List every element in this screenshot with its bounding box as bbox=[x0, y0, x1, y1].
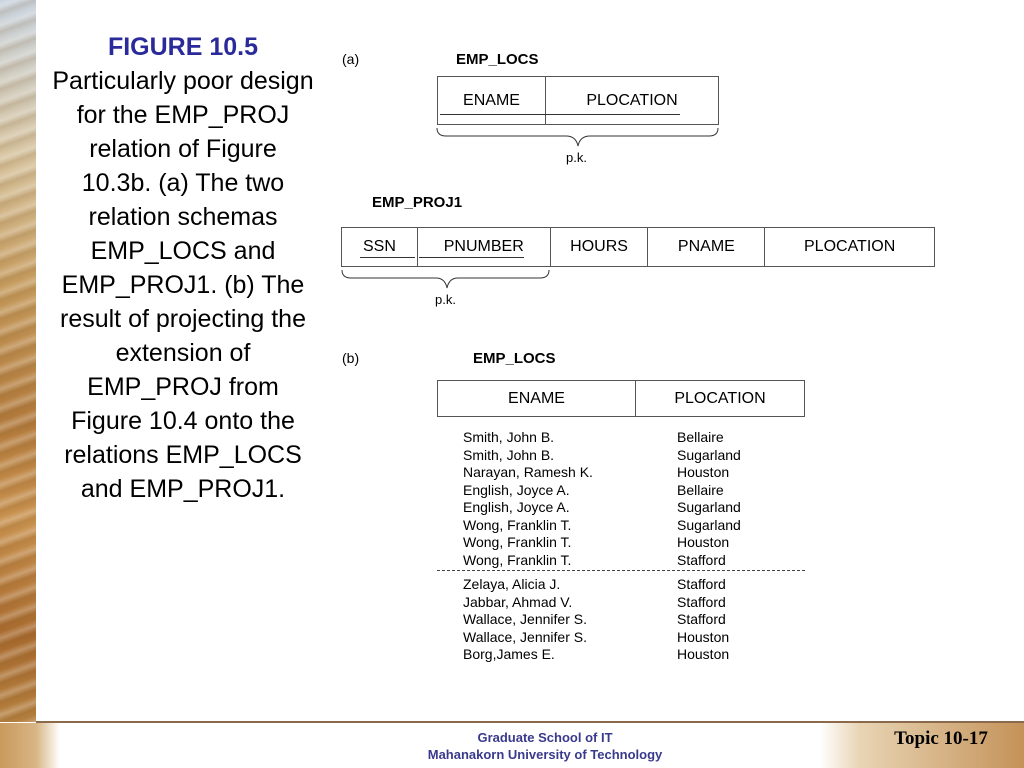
row-plocation: Stafford bbox=[677, 551, 726, 568]
footer-school: Graduate School of IT bbox=[477, 730, 613, 745]
table-row bbox=[463, 499, 803, 517]
row-plocation: Houston bbox=[677, 464, 730, 480]
table-row bbox=[463, 576, 803, 594]
footer-institution bbox=[330, 729, 760, 763]
attr-pname: PNAME bbox=[648, 228, 765, 266]
emp-locs-key-underline bbox=[440, 114, 680, 115]
row-plocation: Bellaire bbox=[677, 429, 724, 445]
attr-hours: HOURS bbox=[551, 228, 649, 266]
decorative-side-strip bbox=[0, 0, 36, 722]
row-plocation: Stafford bbox=[677, 576, 726, 592]
emp-locs-header bbox=[437, 380, 805, 417]
part-b-label: (b) bbox=[342, 350, 360, 366]
row-plocation: Houston bbox=[677, 628, 730, 645]
table-row bbox=[463, 646, 803, 664]
row-plocation: Sugarland bbox=[677, 499, 741, 515]
emp-proj1-schema bbox=[341, 227, 935, 267]
row-ename: Zelaya, Alicia J. bbox=[463, 576, 561, 592]
col-plocation: PLOCATION bbox=[674, 389, 766, 407]
row-ename: English, Joyce A. bbox=[463, 499, 570, 515]
figure-caption bbox=[52, 30, 314, 506]
col-ename: ENAME bbox=[438, 381, 636, 416]
row-plocation: Houston bbox=[677, 646, 730, 662]
emp-locs-pk-label: p.k. bbox=[566, 150, 587, 165]
attr-plocation: PLOCATION bbox=[586, 91, 678, 109]
row-plocation: Sugarland bbox=[677, 446, 741, 463]
table-row bbox=[463, 517, 803, 535]
row-ename: Wong, Franklin T. bbox=[463, 516, 572, 533]
attr-ename: ENAME bbox=[438, 77, 546, 124]
emp-locs-key-brace bbox=[436, 126, 720, 148]
table-row bbox=[463, 429, 803, 447]
dashed-separator bbox=[437, 570, 805, 571]
table-row bbox=[463, 464, 803, 482]
row-ename: Wallace, Jennifer S. bbox=[463, 628, 587, 645]
row-ename: Narayan, Ramesh K. bbox=[463, 464, 593, 480]
row-ename: Wallace, Jennifer S. bbox=[463, 611, 587, 627]
table-row bbox=[463, 552, 803, 570]
row-plocation: Bellaire bbox=[677, 481, 724, 498]
table-row bbox=[463, 629, 803, 647]
pnumber-key-underline bbox=[419, 257, 524, 258]
table-row bbox=[463, 611, 803, 629]
attr-pnumber: PNUMBER bbox=[418, 228, 551, 266]
figure-number: FIGURE 10.5 bbox=[107, 33, 259, 61]
row-ename: Wong, Franklin T. bbox=[463, 551, 572, 568]
row-ename: Borg,James E. bbox=[463, 646, 555, 662]
row-ename: Smith, John B. bbox=[463, 446, 555, 463]
row-plocation: Stafford bbox=[677, 593, 726, 610]
emp-locs-extension-title: EMP_LOCS bbox=[473, 350, 556, 367]
emp-locs-schema bbox=[437, 76, 719, 125]
topic-number: Topic 10-17 bbox=[894, 728, 988, 749]
row-ename: Smith, John B. bbox=[463, 429, 555, 445]
row-ename: Jabbar, Ahmad V. bbox=[463, 593, 573, 610]
emp-locs-title: EMP_LOCS bbox=[456, 51, 539, 68]
row-plocation: Houston bbox=[677, 534, 730, 550]
emp-proj1-title: EMP_PROJ1 bbox=[372, 194, 463, 211]
caption-text: Particularly poor design for the EMP_PROJ relation of Figure 10.3b. (a) The two relation schemas EMP_LOCS and EMP_PROJ1. (b) The result of projecting the extension of EMP_PROJ from Figure 10.4 onto the relations EMP_LOCS and EMP_PROJ1. bbox=[52, 67, 314, 503]
emp-proj1-key-brace bbox=[341, 268, 553, 290]
table-row bbox=[463, 447, 803, 465]
row-ename: English, Joyce A. bbox=[463, 481, 570, 498]
table-row bbox=[463, 534, 803, 552]
row-ename: Wong, Franklin T. bbox=[463, 534, 572, 550]
attr-ssn: SSN bbox=[342, 228, 418, 266]
table-row bbox=[463, 482, 803, 500]
footer-university: Mahanakorn University of Technology bbox=[427, 747, 663, 762]
emp-proj1-pk-label: p.k. bbox=[435, 292, 456, 307]
part-a-label: (a) bbox=[342, 51, 360, 67]
row-plocation: Sugarland bbox=[677, 516, 741, 533]
ssn-key-underline bbox=[360, 257, 415, 258]
row-plocation: Stafford bbox=[677, 611, 726, 627]
table-row bbox=[463, 594, 803, 612]
attr-plocation-2: PLOCATION bbox=[804, 238, 896, 255]
